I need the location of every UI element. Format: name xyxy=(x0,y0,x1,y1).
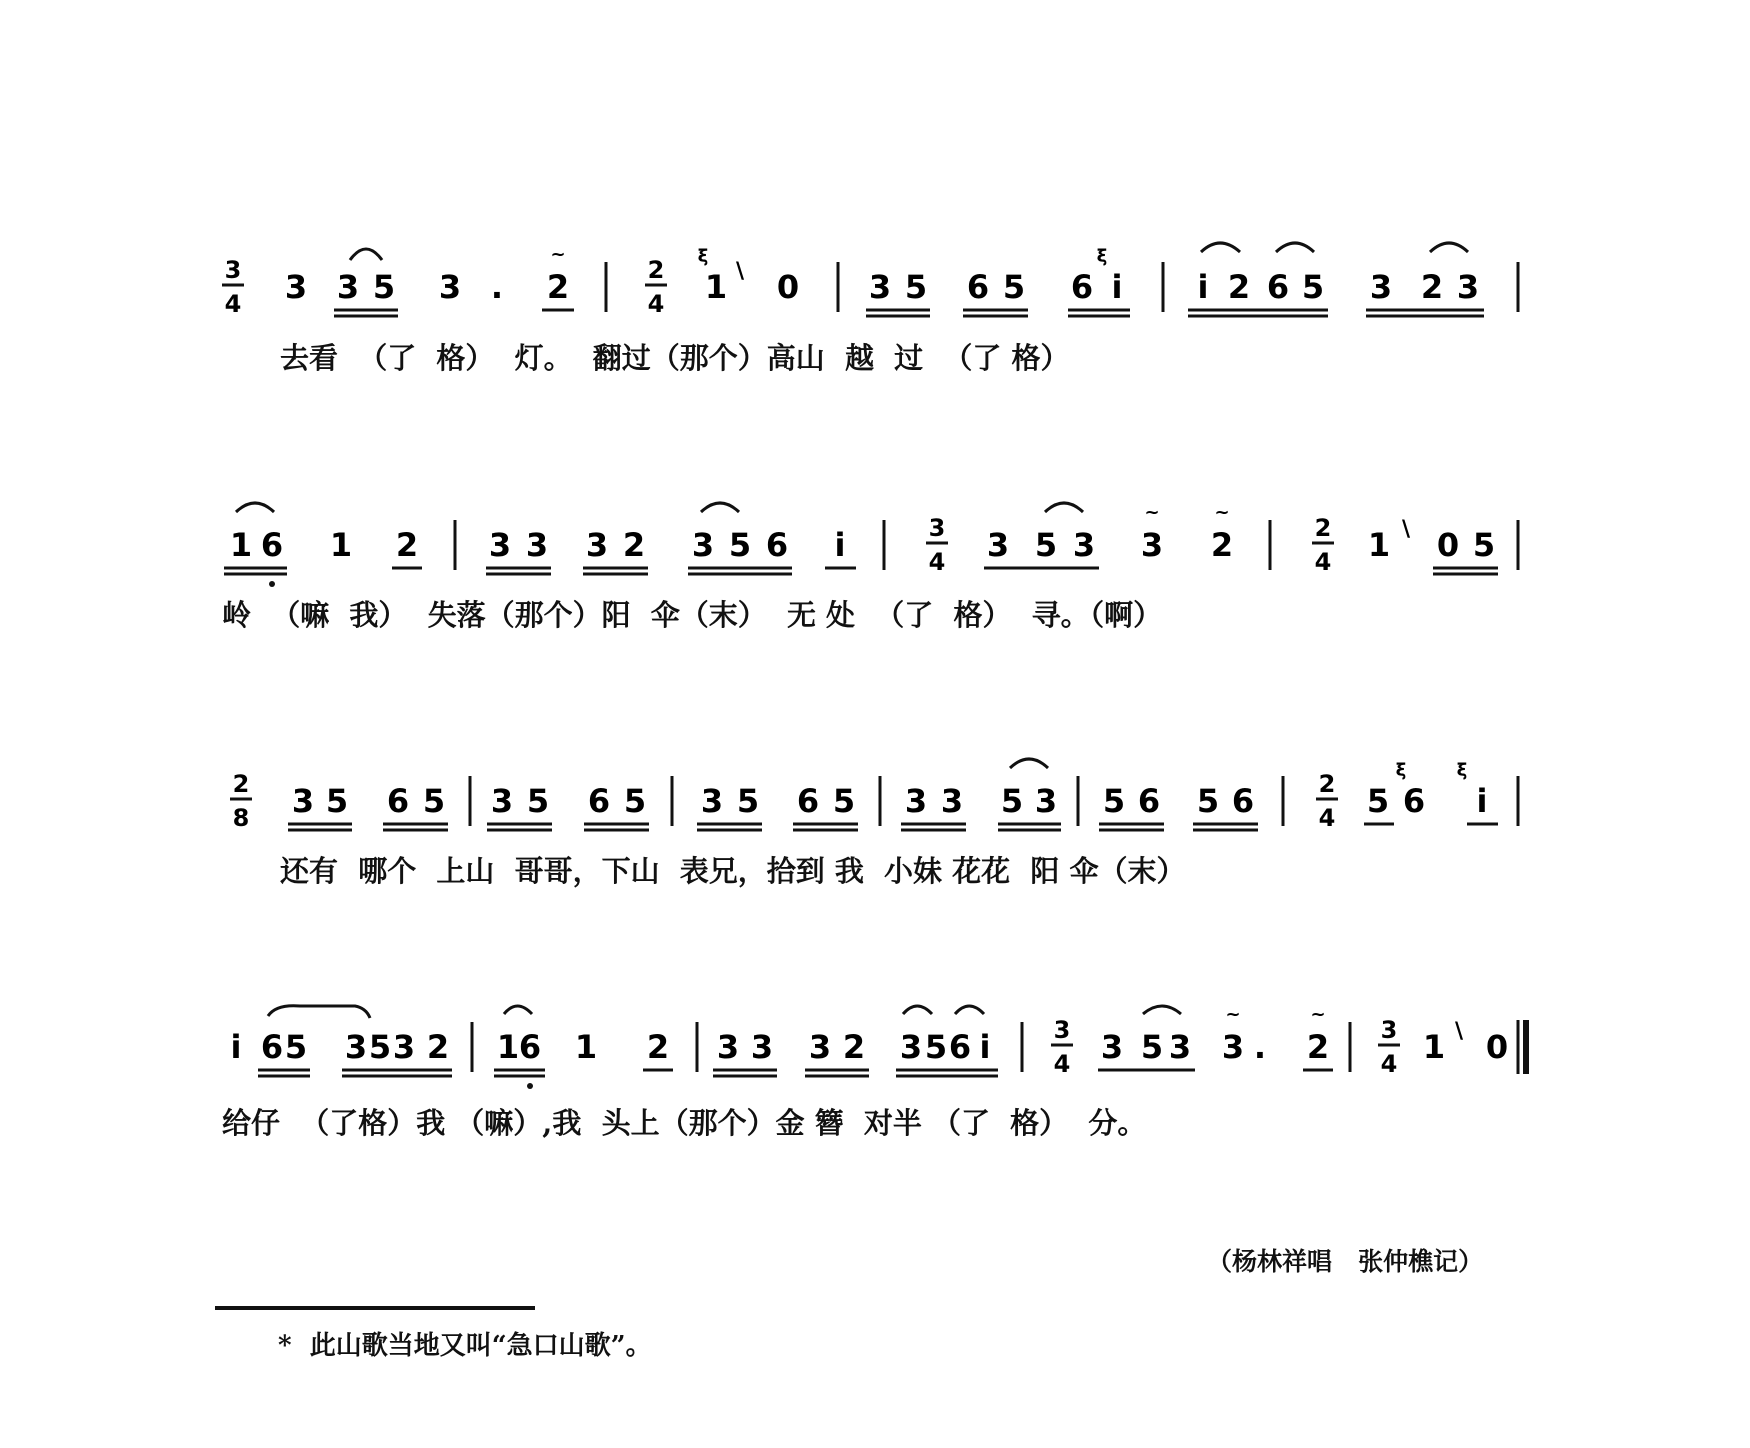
svg-text:3: 3 xyxy=(940,782,964,820)
svg-text:6: 6 xyxy=(1266,268,1290,306)
svg-text:1: 1 xyxy=(329,526,353,564)
svg-text:5: 5 xyxy=(1034,526,1058,564)
svg-text:6: 6 xyxy=(587,782,611,820)
svg-text:0: 0 xyxy=(776,268,800,306)
svg-text:\: \ xyxy=(735,259,745,284)
svg-text:3: 3 xyxy=(284,268,308,306)
svg-text:5: 5 xyxy=(1472,526,1496,564)
svg-text:3: 3 xyxy=(750,1028,774,1066)
svg-text:\: \ xyxy=(1401,517,1411,542)
svg-text:5: 5 xyxy=(1196,782,1220,820)
svg-text:i: i xyxy=(1197,268,1209,306)
svg-text:6: 6 xyxy=(948,1028,972,1066)
svg-text:3: 3 xyxy=(1034,782,1058,820)
svg-text:ξ: ξ xyxy=(1096,246,1108,267)
svg-text:3: 3 xyxy=(438,268,462,306)
svg-text:6: 6 xyxy=(1231,782,1255,820)
svg-text:0: 0 xyxy=(1485,1028,1509,1066)
svg-text:2: 2 xyxy=(1227,268,1251,306)
svg-text:3: 3 xyxy=(1369,268,1393,306)
lyrics-line-2: 岭 （嘛 我） 失落（那个）阳 伞（末） 无 处 （了 格） 寻。（啊） xyxy=(222,598,1163,632)
svg-text:i: i xyxy=(979,1028,991,1066)
svg-text:5: 5 xyxy=(284,1028,308,1066)
svg-text:1: 1 xyxy=(229,526,253,564)
svg-text:3: 3 xyxy=(1053,1016,1071,1044)
svg-text:5: 5 xyxy=(1002,268,1026,306)
svg-text:4: 4 xyxy=(1318,804,1336,832)
svg-text:3: 3 xyxy=(1456,268,1480,306)
svg-text:1: 1 xyxy=(574,1028,598,1066)
svg-text:6: 6 xyxy=(1137,782,1161,820)
svg-text:4: 4 xyxy=(1380,1050,1398,1078)
svg-text:6: 6 xyxy=(966,268,990,306)
svg-text:3: 3 xyxy=(488,526,512,564)
svg-text:3: 3 xyxy=(691,526,715,564)
svg-text:3: 3 xyxy=(808,1028,832,1066)
svg-text:6: 6 xyxy=(518,1028,542,1066)
footnote-divider xyxy=(215,1306,535,1310)
svg-text:ξ: ξ xyxy=(697,246,709,267)
performer-credit: （杨林祥唱 张仲樵记） xyxy=(1207,1247,1484,1276)
svg-text:1: 1 xyxy=(1422,1028,1446,1066)
svg-text:i: i xyxy=(1476,782,1488,820)
svg-text:3: 3 xyxy=(716,1028,740,1066)
svg-text:5: 5 xyxy=(904,268,928,306)
svg-text:5: 5 xyxy=(325,782,349,820)
svg-text:5: 5 xyxy=(1000,782,1024,820)
svg-text:6: 6 xyxy=(260,526,284,564)
svg-text:3: 3 xyxy=(525,526,549,564)
svg-text:4: 4 xyxy=(224,290,242,318)
svg-text:5: 5 xyxy=(526,782,550,820)
svg-text:5: 5 xyxy=(422,782,446,820)
svg-text:6: 6 xyxy=(796,782,820,820)
svg-text:3: 3 xyxy=(224,256,242,284)
svg-text:6: 6 xyxy=(1070,268,1094,306)
svg-text:3: 3 xyxy=(1140,526,1164,564)
svg-text:3: 3 xyxy=(585,526,609,564)
svg-text:2: 2 xyxy=(647,256,665,284)
svg-text:2: 2 xyxy=(1210,526,1234,564)
svg-text:3: 3 xyxy=(336,268,360,306)
svg-text:4: 4 xyxy=(1053,1050,1071,1078)
svg-text:5: 5 xyxy=(1102,782,1126,820)
svg-text:2: 2 xyxy=(1318,770,1336,798)
svg-text:2: 2 xyxy=(426,1028,450,1066)
svg-text:3: 3 xyxy=(344,1028,368,1066)
svg-text:3: 3 xyxy=(1168,1028,1192,1066)
svg-text:\: \ xyxy=(1454,1019,1464,1044)
svg-text:8: 8 xyxy=(232,804,250,832)
svg-text:4: 4 xyxy=(1314,548,1332,576)
svg-text:2: 2 xyxy=(1420,268,1444,306)
svg-text:3: 3 xyxy=(1221,1028,1245,1066)
svg-text:3: 3 xyxy=(1380,1016,1398,1044)
svg-text:2: 2 xyxy=(395,526,419,564)
svg-text:5: 5 xyxy=(924,1028,948,1066)
svg-text:5: 5 xyxy=(368,1028,392,1066)
svg-text:5: 5 xyxy=(372,268,396,306)
svg-text:3: 3 xyxy=(490,782,514,820)
svg-text:5: 5 xyxy=(736,782,760,820)
svg-text:~: ~ xyxy=(550,244,566,265)
svg-text:ξ: ξ xyxy=(1456,760,1468,781)
svg-text:3: 3 xyxy=(868,268,892,306)
svg-text:1: 1 xyxy=(496,1028,520,1066)
svg-text:3: 3 xyxy=(928,514,946,542)
svg-text:.: . xyxy=(490,268,504,306)
svg-text:2: 2 xyxy=(646,1028,670,1066)
svg-text:3: 3 xyxy=(986,526,1010,564)
svg-text:5: 5 xyxy=(623,782,647,820)
svg-text:3: 3 xyxy=(392,1028,416,1066)
svg-text:2: 2 xyxy=(1314,514,1332,542)
svg-text:6: 6 xyxy=(386,782,410,820)
svg-text:3: 3 xyxy=(700,782,724,820)
svg-text:3: 3 xyxy=(899,1028,923,1066)
svg-text:1: 1 xyxy=(704,268,728,306)
svg-text:2: 2 xyxy=(622,526,646,564)
svg-text:2: 2 xyxy=(232,770,250,798)
svg-text:.: . xyxy=(1253,1028,1267,1066)
svg-text:5: 5 xyxy=(1301,268,1325,306)
svg-text:5: 5 xyxy=(1140,1028,1164,1066)
svg-text:~: ~ xyxy=(1310,1004,1326,1025)
svg-text:4: 4 xyxy=(647,290,665,318)
svg-text:i: i xyxy=(230,1028,242,1066)
svg-text:i: i xyxy=(1111,268,1123,306)
svg-text:4: 4 xyxy=(928,548,946,576)
svg-text:2: 2 xyxy=(842,1028,866,1066)
svg-text:3: 3 xyxy=(1100,1028,1124,1066)
svg-text:2: 2 xyxy=(546,268,570,306)
svg-text:5: 5 xyxy=(832,782,856,820)
svg-text:6: 6 xyxy=(1402,782,1426,820)
svg-text:~: ~ xyxy=(1144,502,1160,523)
svg-text:1: 1 xyxy=(1367,526,1391,564)
lyrics-line-4: 给仔 （了格）我 （嘛）,我 头上（那个）金 簪 对半 （了 格） 分。 xyxy=(222,1106,1147,1140)
svg-text:i: i xyxy=(834,526,846,564)
svg-text:6: 6 xyxy=(765,526,789,564)
svg-text:ξ: ξ xyxy=(1395,760,1407,781)
svg-text:5: 5 xyxy=(1366,782,1390,820)
svg-text:~: ~ xyxy=(1214,502,1230,523)
svg-text:~: ~ xyxy=(1225,1004,1241,1025)
svg-text:6: 6 xyxy=(260,1028,284,1066)
svg-text:3: 3 xyxy=(904,782,928,820)
lyrics-line-3: 还有 哪个 上山 哥哥，下山 表兄，拾到 我 小妹 花花 阳 伞（末） xyxy=(280,854,1186,888)
svg-text:3: 3 xyxy=(1072,526,1096,564)
svg-text:3: 3 xyxy=(291,782,315,820)
svg-text:0: 0 xyxy=(1436,526,1460,564)
svg-text:5: 5 xyxy=(728,526,752,564)
lyrics-line-1: 去看 （了 格） 灯。 翻过（那个）高山 越 过 （了 格） xyxy=(280,341,1070,375)
footnote: * 此山歌当地又叫“急口山歌”。 xyxy=(278,1331,652,1361)
svg-text:2: 2 xyxy=(1306,1028,1330,1066)
